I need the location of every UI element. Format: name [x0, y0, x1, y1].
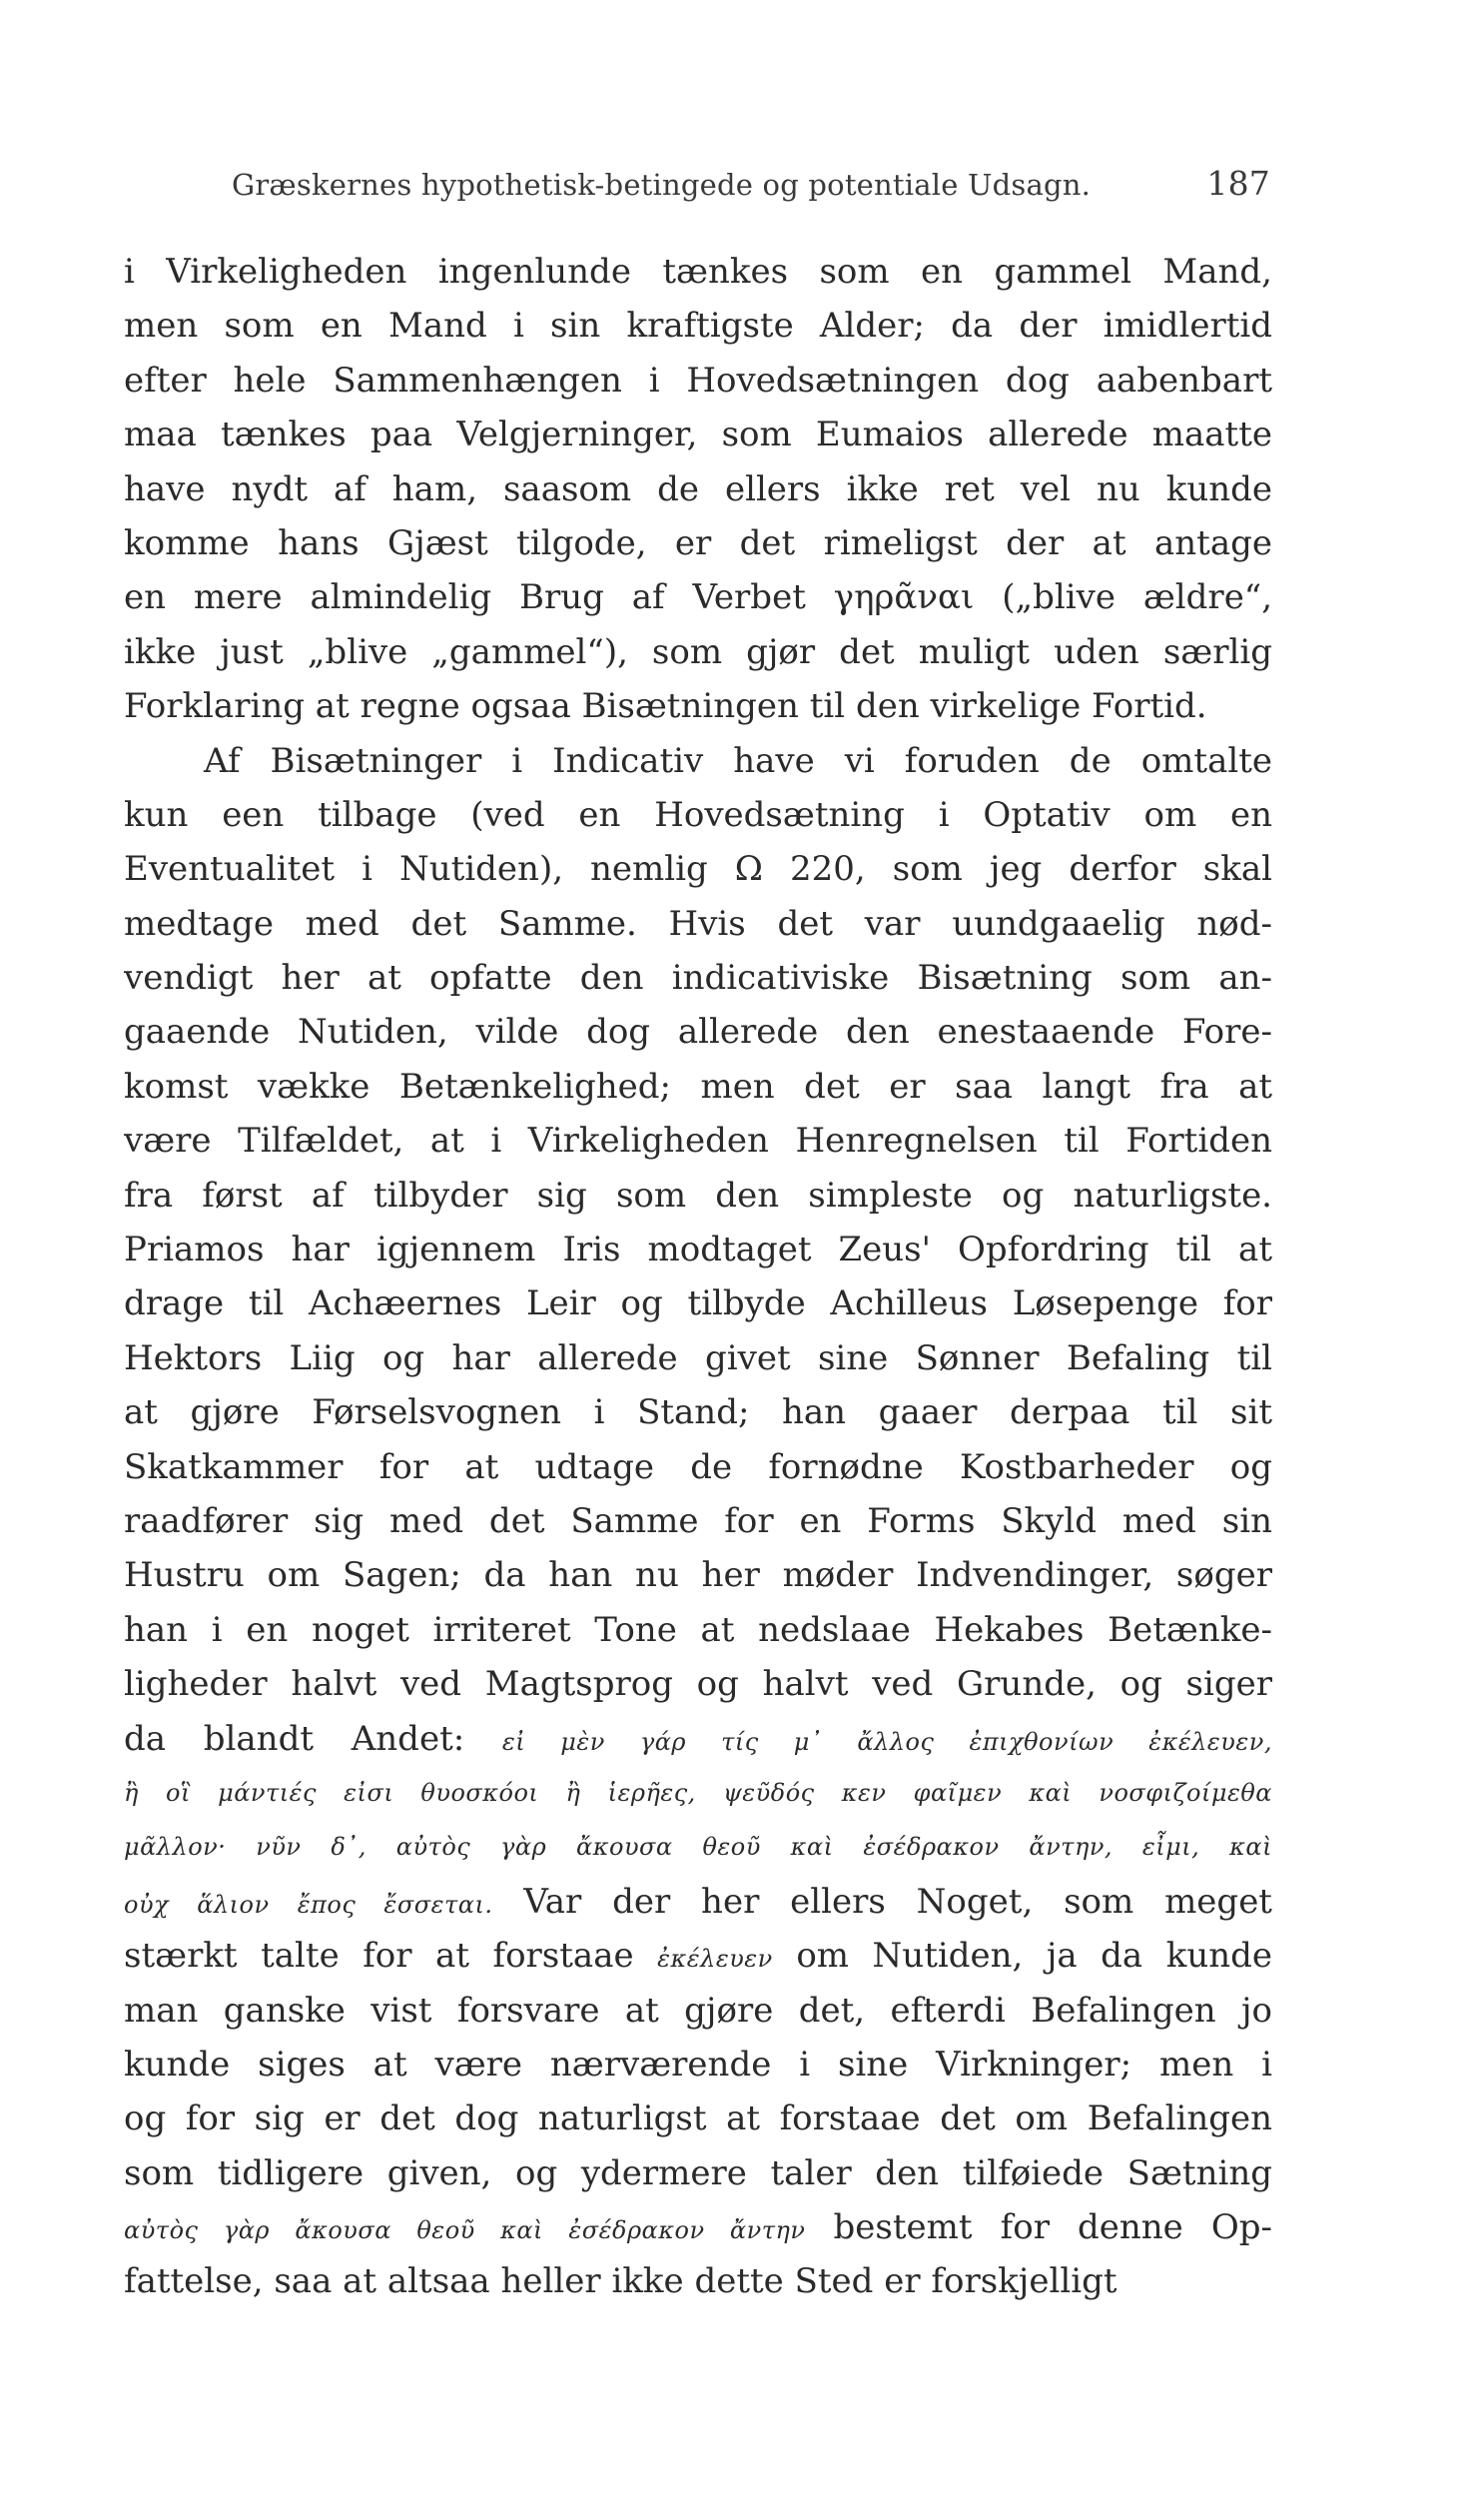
text-line: maa tænkes paa Velgjerninger, som Eumaios allerede maatte	[124, 415, 1272, 455]
text-line: fattelse, saa at altsaa heller ikke dette Sted er forskjelligt	[124, 2261, 1117, 2302]
page-number: 187	[1206, 164, 1270, 203]
text-line: vendigt her at opfatte den indicativiske Bisætning som an-	[124, 958, 1272, 999]
body-text	[124, 245, 1272, 2309]
running-head	[232, 164, 1270, 216]
greek-line: μᾶλλον· νῦν δ᾽, αὐτὸς γὰρ ἄκουσα θεοῦ καὶ ἐσέδρακον ἄντην, εἶμι, καὶ	[124, 1833, 1272, 1862]
text-line: at gjøre Førselsvognen i Stand; han gaaer derpaa til sit	[124, 1392, 1272, 1433]
text-line: Priamos har igjennem Iris modtaget Zeus' Opfordring til at	[124, 1230, 1272, 1270]
text-line: fra først af tilbyder sig som den simpleste og naturligste.	[124, 1175, 1272, 1216]
text-line: i Virkeligheden ingenlunde tænkes som en gammel Mand,	[124, 252, 1272, 292]
text-line: medtage med det Samme. Hvis det var uundgaaelig nød-	[124, 903, 1272, 944]
text-line: Skatkammer for at udtage de fornødne Kostbarheder og	[124, 1446, 1272, 1487]
text-line: gaaende Nutiden, vilde dog allerede den enestaaende Fore-	[124, 1012, 1272, 1053]
text-segment: bestemt for denne Op-	[833, 2207, 1272, 2248]
text-line: efter hele Sammenhængen i Hovedsætningen dog aabenbart	[124, 360, 1272, 401]
text-line: og for sig er det dog naturligst at forstaae det om Befalingen	[124, 2098, 1272, 2139]
text-line: Af Bisætninger i Indicativ have vi foruden de omtalte	[204, 740, 1272, 781]
text-line: kunde siges at være nærværende i sine Virkninger; men i	[124, 2044, 1272, 2085]
text-line: som tidligere given, og ydermere taler den tilføiede Sætning	[124, 2152, 1272, 2193]
text-line: Hustru om Sagen; da han nu her møder Indvendinger, søger	[124, 1555, 1272, 1596]
text-line: kun een tilbage (ved en Hovedsætning i Optativ om en	[124, 794, 1272, 835]
text-line: ligheder halvt ved Magtsprog og halvt ved Grunde, og siger	[124, 1664, 1272, 1705]
greek-quote: οὐχ ἅλιον ἔπος ἔσσεται.	[124, 1890, 493, 1919]
text-segment: om Nutiden, ja da kunde	[796, 1936, 1272, 1977]
text-line: komme hans Gjæst tilgode, er det rimeligst der at antage	[124, 522, 1272, 563]
text-segment: Var der her ellers Noget, som meget	[523, 1881, 1272, 1922]
text-line-with-quote	[124, 1929, 1272, 1983]
text-line-with-quote	[124, 1712, 1272, 1766]
text-line: man ganske vist forsvare at gjøre det, efterdi Befalingen jo	[124, 1990, 1272, 2031]
greek-line: ἢ οἳ μάντιές εἰσι θυοσκόοι ἢ ἱερῆες, ψεῦδός κεν φαῖμεν καὶ νοσφιζοίμεθα	[124, 1778, 1272, 1807]
text-line: en mere almindelig Brug af Verbet γηρᾶναι („blive ældre“,	[124, 577, 1272, 618]
text-line: han i en noget irriteret Tone at nedslaae Hekabes Betænke-	[124, 1609, 1272, 1650]
text-segment: stærkt talte for at forstaae	[124, 1936, 634, 1977]
text-line: men som en Mand i sin kraftigste Alder; da der imidlertid	[124, 306, 1272, 347]
greek-quote: αὐτὸς γὰρ ἄκουσα θεοῦ καὶ ἐσέδρακον ἄντην	[124, 2216, 806, 2245]
text-line: Forklaring at regne ogsaa Bisætningen til den virkelige Fortid.	[124, 686, 1207, 727]
text-line: Eventualitet i Nutiden), nemlig Ω 220, som jeg derfor skal	[124, 849, 1272, 890]
text-line: komst vække Betænkelighed; men det er saa langt fra at	[124, 1066, 1272, 1107]
running-title: Græskernes hypothetisk-betingede og potentiale Udsagn.	[232, 168, 1092, 202]
text-line: have nydt af ham, saasom de ellers ikke ret vel nu kunde	[124, 468, 1272, 509]
text-line-with-quote	[124, 1875, 1272, 1929]
text-line: være Tilfældet, at i Virkeligheden Henregnelsen til Fortiden	[124, 1121, 1272, 1162]
text-line: raadfører sig med det Samme for en Forms Skyld med sin	[124, 1500, 1272, 1541]
text-line: drage til Achæernes Leir og tilbyde Achilleus Løsepenge for	[124, 1283, 1272, 1324]
text-line: ikke just „blive „gammel“), som gjør det muligt uden særlig	[124, 631, 1272, 672]
text-line-with-quote	[124, 2200, 1272, 2254]
text-segment: da blandt Andet:	[124, 1718, 465, 1759]
greek-quote: εἰ μὲν γάρ τίς μ᾽ ἄλλος ἐπιχθονίων ἐκέλευεν,	[501, 1727, 1272, 1756]
greek-word: ἐκέλευεν	[657, 1945, 773, 1974]
text-line: Hektors Liig og har allerede givet sine Sønner Befaling til	[124, 1337, 1272, 1378]
